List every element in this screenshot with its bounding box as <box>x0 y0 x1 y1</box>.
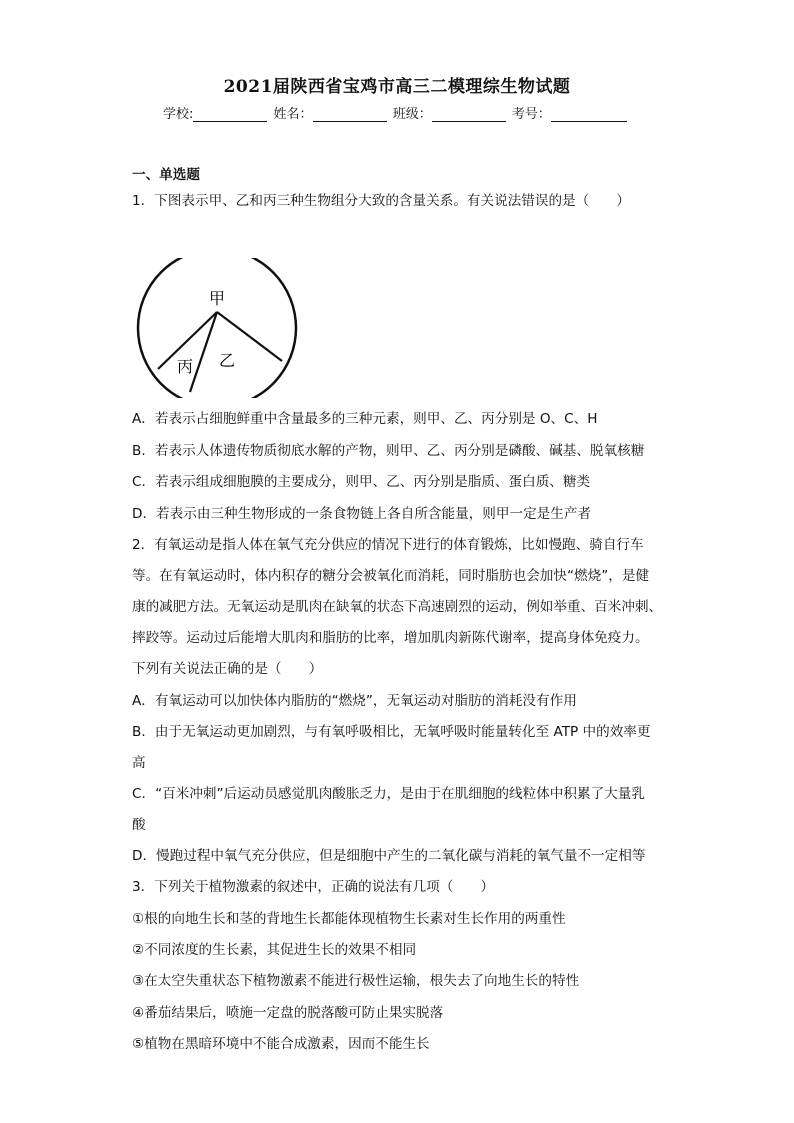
q1-circle-diagram <box>132 258 302 398</box>
q2-option-a: A．有氧运动可以加快体内脂肪的“燃烧”，无氧运动对脂肪的消耗没有作用 <box>132 693 577 709</box>
q3-statement: ①根的向地生长和茎的背地生长都能体现植物生长素对生长作用的两重性 <box>132 911 566 927</box>
student-info-row <box>163 103 629 122</box>
q2-option-d: D．慢跑过程中氧气充分供应，但是细胞中产生的二氧化碳与消耗的氧气量不一定相等 <box>132 848 646 864</box>
name-blank[interactable] <box>313 107 387 122</box>
number-label: 考号： <box>511 107 551 122</box>
label-bing: 丙 <box>176 357 194 376</box>
q2-option-b-cont: 高 <box>132 755 146 771</box>
school-label: 学校: <box>163 107 194 122</box>
label-yi: 乙 <box>218 351 236 370</box>
q2-question: 下列有关说法正确的是（ ） <box>132 661 323 677</box>
q3-statement: ④番茄结果后，喷施一定盘的脱落酸可防止果实脱落 <box>132 1005 444 1021</box>
section-heading: 一、单选题 <box>132 167 200 183</box>
q3-statement: ②不同浓度的生长素，其促进生长的效果不相同 <box>132 942 417 958</box>
label-jia: 甲 <box>208 289 226 308</box>
q1-option-d: D．若表示由三种生物形成的一条食物链上各自所含能量，则甲一定是生产者 <box>132 506 592 522</box>
q1-stem: 1．下图表示甲、乙和丙三种生物组分大致的含量关系。有关说法错误的是（ ） <box>132 193 631 209</box>
number-blank[interactable] <box>551 107 627 122</box>
q3-stem: 3．下列关于植物激素的叙述中，正确的说法有几项（ ） <box>132 879 495 895</box>
q2-line: 摔跤等。运动过后能增大肌肉和脂肪的比率，增加肌肉新陈代谢率，提高身体免疫力。 <box>132 630 649 646</box>
q1-option-a: A．若表示占细胞鲜重中含量最多的三种元素，则甲、乙、丙分别是 O、C、H <box>132 411 598 427</box>
q2-line: 等。在有氧运动时，体内积存的糖分会被氧化而消耗，同时脂肪也会加快“燃烧”，是健 <box>132 568 650 584</box>
class-label: 班级： <box>392 107 432 122</box>
q1-option-b: B．若表示人体遗传物质彻底水解的产物，则甲、乙、丙分别是磷酸、碱基、脱氧核糖 <box>132 443 645 459</box>
class-blank[interactable] <box>432 107 506 122</box>
q2-line: 康的减肥方法。无氧运动是肌肉在缺氧的状态下高速剧烈的运动，例如举重、百米冲刺、 <box>132 599 663 615</box>
name-label: 姓名： <box>273 107 313 122</box>
q2-line: 2．有氧运动是指人体在氧气充分供应的情况下进行的体育锻炼，比如慢跑、骑自行车 <box>132 537 644 553</box>
diagram-circle <box>138 258 296 398</box>
q3-statement: ⑤植物在黑暗环境中不能合成激素，因而不能生长 <box>132 1036 430 1052</box>
school-blank[interactable] <box>193 107 267 122</box>
q2-option-c: C．“百米冲刺”后运动员感觉肌肉酸胀乏力，是由于在肌细胞的线粒体中积累了大量乳 <box>132 786 645 802</box>
q3-statement: ③在太空失重状态下植物激素不能进行极性运输，根失去了向地生长的特性 <box>132 973 580 989</box>
q1-option-c: C．若表示组成细胞膜的主要成分，则甲、乙、丙分别是脂质、蛋白质、糖类 <box>132 474 591 490</box>
exam-title: 2021届陕西省宝鸡市高三二模理综生物试题 <box>223 77 571 97</box>
q2-option-b: B．由于无氧运动更加剧烈，与有氧呼吸相比，无氧呼吸时能量转化至 ATP 中的效率更 <box>132 724 651 740</box>
q2-option-c-cont: 酸 <box>132 817 146 833</box>
